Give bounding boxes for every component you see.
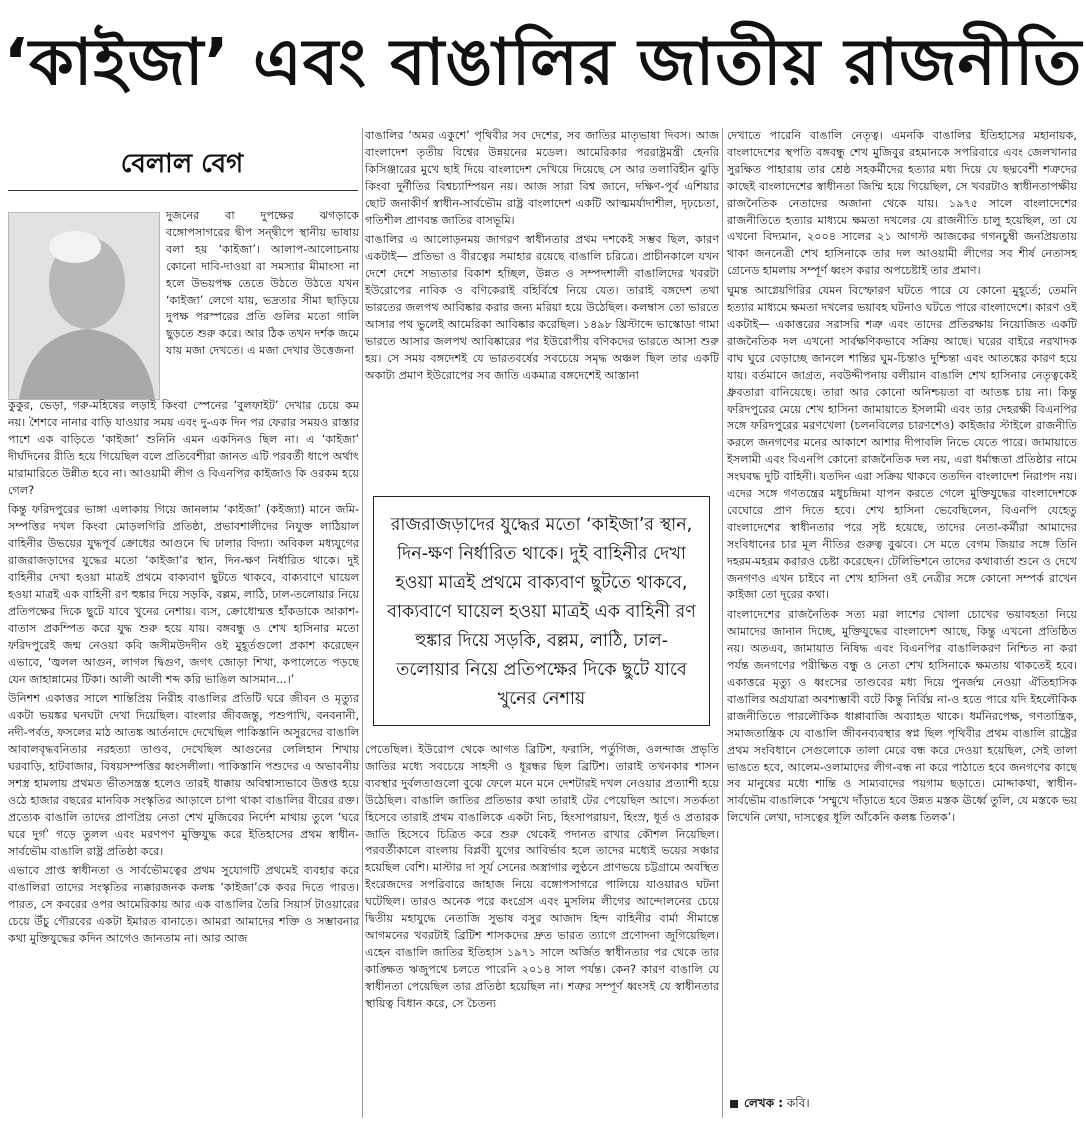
author-note: [730, 1094, 1070, 1112]
paragraph: কুকুর, ভেড়া, গরু-মহিষের লড়াই কিংবা স্পেনের ‘বুলফাইট’ দেখার চেয়ে কম নয়। শৈশবে নানার বাড়ি যাওয়ার সময় এবং দু-এক দিন পর ফেরার সময়ও রাস্তার পাশে এক বাড়িতে ‘কাইজা’ শুনিনি এমন একদিনও ছিল না। এ ‘কাইজা’ দীর্ঘদিনের রীতি হয়ে গিয়েছিল বলে প্রতিবেশীরা জানত এটি পরবর্তী ধাপে অর্থাৎ মারামারিতে উন্নীত হবে না। আওয়ামী লীগ ও বিএনপির কাইজাও কি ওরকম হয়ে গেল?: [8, 399, 359, 497]
paragraph: ঘুমন্ত আগ্নেয়গিরির যেমন বিস্ফোরণ ঘটতে পারে যে কোনো মুহূর্তে; তেমনি হত্যার মাধ্যমে ক্ষমতা দখলের ভয়াবহ ঘটনাও ঘটতে পারে বাংলাদেশে। কারণ ওই একটাই— একাত্তরের সরাসরি শত্রু এবং তাদের প্রতিরক্ষায় নিয়োজিত একটি রাজনৈতিক দল এখনো সার্বক্ষণিকভাবে সক্রিয় আছে। ঘরের বাইরে নরখাদক বাঘ ঘুরে বেড়াচ্ছে জানলে শান্তির ঘুম-চিন্তাও দুশ্চিন্তা এবং আতঙ্কের কারণ হয়ে যায়। বর্তমানে জাগ্রত, নবউদ্দীপনায় বলীয়ান বাঙালি শেখ হাসিনার নেতৃত্বকেই ধ্রুবতারা বানিয়েছে। তারা আর কোনো অনিশ্চয়তা বা আতঙ্ক চায় না। কিন্তু ফরিদপুরের মেয়ে শেখ হাসিনা জামায়াতে ইসলামী এবং তার দেহরক্ষী বিএনপির সঙ্গে ফরিদপুরের মরণখেলা (চলনবিলের চারণশেও) কাইজার স্টাইলে রাজনীতি করলে জনগণের মনের আকাশে আশার দীপাবলি নিভে যেতে পারে। জামায়াতে ইসলামী এবং বিএনপি কোনো রাজনৈতিক দল নয়, এরা ধর্মান্ধতা প্রতিষ্ঠার নামে সংঘবদ্ধ দুটি বাহিনী। যতদিন এরা সক্রিয় থাকবে ততদিন বাংলাদেশ নিরাপদ নয়। এদের সঙ্গে গণতন্ত্রের মধুচন্দ্রিমা যাপন করতে গেলে মুক্তিযুদ্ধের বাংলাদেশকে বেঘোরে প্রাণ দিতে হবে। শেখ হাসিনা ভেবেছিলেন, বিএনপি যেহেতু বাংলাদেশের স্বাধীনতার পরে সৃষ্ট হয়েছে, তাদের নেতা-কর্মীরা আমাদের সংবিধানের চার মূল নীতির গুরুত্ব বুঝবে। সে মতে বেগম জিয়ার সঙ্গে তিনি দহরম-মহরম করারও চেষ্টা করেছেন। টেলিভিশনে তাদের কথাবার্তা শুনে ও দেখে জনগণও এখন চাইবে না শেখ হাসিনা ওই নেত্রীর সঙ্গে কোনো সম্পর্ক রাখেন কাইজা তো দূরের কথা।: [727, 284, 1077, 602]
article-column-2-top: [365, 128, 719, 488]
author-role: কবি।: [786, 1096, 810, 1110]
article-intro: দুজনের বা দুপক্ষের ঝগড়াকে বঙ্গোপসাগরের দ্বীপ সন্দ্বীপে স্থানীয় ভাষায় বলা হয় ‘কাইজা’। আলাপ-আলোচনায় কোনো দাবি-দাওয়া বা সমস্যার মীমাংসা না হলে উভয়পক্ষ তেতে উঠতে উঠতে যখন ‘কাইজা’ লেগে যায়, ভদ্রতার সীমা ছাড়িয়ে দুপক্ষ পরস্পরের প্রতি গুলির মতো গালি ছুড়তে শুরু করে। আর ঠিক তখন দর্শক জমে যায় মজা দেখতে। এ মজা দেখার উত্তেজনা: [166, 209, 359, 358]
article-column-3: [727, 128, 1077, 1088]
author-label: লেখক :: [744, 1096, 784, 1110]
column-divider: [362, 128, 363, 1118]
byline-divider: [8, 190, 358, 191]
paragraph: উনিশশ একাত্তর সালে শান্তিপ্রিয় নিরীহ বাঙালির প্রতিটি ঘরে জীবন ও মৃত্যুর একটা ভয়ঙ্কর ঘনঘটা দেখা দিয়েছিল। বাংলার জীবজন্তু, পশুপাখি, বনবনানী, নদী-পর্বত, ফসলের মাঠ আতঙ্ক আর্তনাদে দেখেছিল পাকিস্তানি অসুরদের বাঙালি আবালবৃদ্ধবনিতার নরহত্যা তাণ্ডব, দেখেছিল আগুনের লেলিহান শিখায় ঘরবাড়ি, হাটবাজার, বিষয়সম্পত্তির ধ্বংসলীলা। পাকিস্তানি পশুদের এ অভাবনীয় সশস্ত্র হামলায় প্রথমত ভীতসন্ত্রস্ত হলেও তারই ধাক্কায় অবিশ্বাস্যভাবে উত্তপ্ত হয়ে ওঠে হাজার বছরের মানবিক সংস্কৃতির আড়ালে চাপা থাকা বাঙালির বীরের রক্ত। প্রত্যেক বাঙালি তাদের প্রাণপ্রিয় নেতা শেখ মুজিবের নির্দেশ মাথায় তুলে ‘ঘরে ঘরে দুর্গ’ গড়ে তুলল এবং মরণপণ মুক্তিযুদ্ধ করে ইতিহাসের প্রথম স্বাধীন-সার্বভৌম বাঙালি রাষ্ট্র প্রতিষ্ঠা করে।: [8, 692, 359, 858]
byline: বেলাল বেগ: [120, 149, 244, 179]
paragraph: বাংলাদেশের রাজনৈতিক সত্য মরা লাশের খোলা চোখের ভয়াবহতা নিয়ে আমাদের জানান দিচ্ছে, মুক্তিযুদ্ধের বাংলাদেশ আছে, কিন্তু এখনো প্রতিষ্ঠিত নয়। অতএব, জামায়াত নিষিদ্ধ এবং বিএনপির বাঙালিকরণ নিশ্চিত না করা পর্যন্ত জনগণের পরীক্ষিত বন্ধু ও নেতা শেখ হাসিনাকে ক্ষমতায় থাকতেই হবে। একাত্তরে মৃত্যু ও ধ্বংসের তাণ্ডবের মধ্য দিয়ে পুনর্জন্ম নেওয়া ঐতিহাসিক বাঙালির অগ্রযাত্রা অবশ্যম্ভাবী বটে কিন্তু নির্বিঘ্ন না-ও হতে পারে যদি ইহলৌকিক রাজনীতিতে পারলৌকিক ধাপ্পাবাজি অব্যাহত থাকে। ধর্মনিরপেক্ষ, গণতান্ত্রিক, সমাজতান্ত্রিক যে বাঙালি জীবনব্যবস্থার স্বপ্ন ছিল পৃথিবীর প্রথম বাঙালি রাষ্ট্রের প্রথম সংবিধানে সেগুলোকে তালা মেরে বন্ধ করে দেওয়া হয়েছিল, সেই তালা ভাঙতে হবে, আলেম-ওলামাদের লীগ-বন্ধ না করে পাঠাতে হবে জনগণের কাছে সব মানুষের মধ্যে শান্তি ও সাম্যবাদের পয়গাম ছড়াতে। মোদ্দাকথা, স্বাধীন-সার্বভৌম বাঙালিকে ‘সম্মুখে দাঁড়াতে হবে উন্নত মস্তক ঊর্ধ্বে তুলি, যে মস্তকে ভয় লিখেনি লেখা, দাসত্বের ধূলি আঁকেনি কলঙ্ক তিলক’।: [727, 608, 1077, 825]
paragraph: কিন্তু ফরিদপুরের ভাঙ্গা এলাকায় গিয়ে জানলাম ‘কাইজা’ (কইজ্যা) মানে জমি-সম্পত্তির দখল কিংবা মোড়লগিরি প্রতিষ্ঠা, প্রভাবশালীদের নিযুক্ত লাঠিয়াল বাহিনীর উভয়ের যুদ্ধপূর্ব ক্রোধের আগুনে ঘি ঢালার বিদ্যা। অবিকল মধ্যযুগের রাজরাজড়াদের যুদ্ধের মতো ‘কাইজা’র স্থান, দিন-ক্ষণ নির্ধারিত থাকে। দুই বাহিনীর দেখা হওয়া মাত্রই প্রথমে বাক্যবাণ ছুটতে থাকবে, বাক্যবাণে ঘায়েল হওয়া মাত্রই এক বাহিনী রণ হুঙ্কার দিয়ে সড়কি, বল্লম, লাঠি, ঢাল-তলোয়ার নিয়ে প্রতিপক্ষের দিকে ছুটে যাবে খুনের নেশায়। ব্যস, ক্রোধোন্মত্ত হাঁকডাকে আকাশ-বাতাস প্রকম্পিত করে যুদ্ধ শুরু হয়ে যায়। বঙ্গবন্ধু ও শেখ হাসিনার মতো ফরিদপুরেই জন্ম নেওয়া কবি জসীমউদদীন ওই মুহূর্তগুলো প্রকাশ করেছেন এভাবে, ‘জ্বলল আগুন, লাগল দ্বিগুণ, জগৎ জোড়া শিখা, কপালেতে পড়ছে যেন জাহান্নামের টিকা। আলী আলী শব্দ করি ভাঙিল আসমান...।’: [8, 503, 359, 686]
article-column-1: [8, 398, 359, 951]
headline: ‘কাইজা’ এবং বাঙালির জাতীয় রাজনীতি: [3, 26, 1083, 100]
author-photo: [8, 212, 160, 400]
paragraph: এভাবে প্রাপ্ত স্বাধীনতা ও সার্বভৌমত্বের প্রথম সুযোগটি প্রথমেই ব্যবহার করে বাঙালিরা তাদের সংস্কৃতির ন্যক্কারজনক কলঙ্ক ‘কাইজা’কে কবর দিতে পারত। পারত, সে কবরের ওপর আমেরিকায় আর এক বাঙালির তৈরি সিয়ার্স টাওয়ারের চেয়ে উঁচু গৌরবের একটা ইমারত বানাতে। আমরা আমাদের শক্তি ও সম্ভাবনার কথা মুক্তিযুদ্ধের কদিন আগেও জানতাম না। আর আজ: [8, 864, 359, 946]
paragraph: পেতেছিল। ইউরোপ থেকে আগত ব্রিটিশ, ফরাসি, পর্তুগিজ, ওলন্দাজ প্রভৃতি জাতির মধ্যে সবচেয়ে সাহসী ও ধূরন্ধর ছিল ব্রিটিশ। তারাই তখনকার শাসন ব্যবস্থার দুর্বলতাগুলো বুঝে ফেলে মনে মনে দেশটারই দখল নেওয়ার প্রত্যাশী হয়ে উঠেছিল। বাঙালি জাতির প্রতিভার কথা তারাই টের পেয়েছিল আগে। সতর্কতা হিসেবে তারাই প্রথম বাঙালিকে একটা নিচ, হিংসাপরায়ণ, হিংস্র, ধূর্ত ও প্রতারক জাতি হিসেবে চিত্রিত করে শুরু থেকেই পদানত রাখার কৌশল নিয়েছিল। পরবর্তীকালে বাংলায় বিপ্লবী যুগের আবির্ভাব হলে তাদের মধ্যেই ভয়ের সঞ্চার হয়েছিল বেশি। মাস্টার দা সূর্য সেনের অস্ত্রাগার লুণ্ঠনে প্রাণভয়ে চট্টগ্রামে অবস্থিত ইংরেজদের সপরিবারে জাহাজ নিয়ে বঙ্গোপসাগরে পালিয়ে যাওয়ারও ঘটনা ঘটেছিল। তারও অনেক পরে কংগ্রেস এবং মুসলিম লীগের আন্দোলনের চেয়ে দ্বিতীয় মহাযুদ্ধে নেতাজি সুভাষ বসুর আজাদ হিন্দ বাহিনীর বার্মা সীমান্তে আগমনের খবরটাই ব্রিটিশ শাসকদের দ্রুত ভারত ত্যাগে প্রণোদনা জুগিয়েছিল। এহেন বাঙালি জাতির ইতিহাস ১৯৭১ সালে অর্জিত স্বাধীনতার পর থেকে তার কাঙ্ক্ষিত ঋজুপথে চলতে পারেনি ২০১৪ সাল পর্যন্ত। কেন? কারণ বাঙালি যে স্বাধীনতা পেয়েছিল তার প্রতিষ্ঠা হয়েছিল না। শত্রুর সম্পূর্ণ ধ্বংসই যে স্বাধীনতার স্থায়িত্ব বিধান করে, সে চৈতন্য: [365, 743, 719, 1010]
square-bullet-icon: [730, 1100, 738, 1108]
column-divider: [722, 128, 723, 1118]
paragraph: বাঙালির এ আলোড়নময় জাগরণ স্বাধীনতার প্রথম দশকেই সম্ভব ছিল, কারণ একটাই— প্রতিভা ও বীরত্বের সমাহার রয়েছে বাঙালি চরিত্রে। প্রাচীনকালে যখন দেশে দেশে সভ্যতার বিকাশ হচ্ছিল, উন্নত ও সম্পদশালী বাঙালিদের খবরটা ইউরোপের নাবিক ও বণিকেরাই বহির্বিশ্বে নিয়ে যেত। তারাই বঙ্গদেশ তথা ভারতের জলপথ আবিষ্কার করার জন্য মরিয়া হয়ে উঠেছিল। কলম্বাস তো ভারতে আসার পথ ভুলেই আমেরিকা আবিষ্কার করেছিল। ১৪৯৮ খ্রিস্টাব্দে ভাস্কোডা গামা ভারতে আসার জলপথ আবিষ্কারের পর ইউরোপীয় বণিকদের ভারতে আসা শুরু হয়। সে সময় বঙ্গদেশই যে ভারতবর্ষের সবচেয়ে সমৃদ্ধ অঞ্চল ছিল তার একটি অকাট্য প্রমাণ ইউরোপের সব জাতি একমাত্র বঙ্গদেশেই আস্তানা: [365, 233, 719, 382]
pull-quote-text: রাজরাজড়াদের যুদ্ধের মতো ‘কাইজা’র স্থান, দিন-ক্ষণ নির্ধারিত থাকে। দুই বাহিনীর দেখা হওয়া মাত্রই প্রথমে বাক্যবাণ ছুটতে থাকবে, বাক্যবাণে ঘায়েল হওয়া মাত্রই এক বাহিনী রণ হুঙ্কার দিয়ে সড়কি, বল্লম, লাঠি, ঢাল-তলোয়ার নিয়ে প্রতিপক্ষের দিকে ছুটে যাবে খুনের নেশায়: [387, 515, 696, 709]
pull-quote: [373, 496, 710, 726]
paragraph: বাঙালির ‘অমর একুশে’ পৃথিবীর সব দেশের, সব জাতির মাতৃভাষা দিবস। আজ বাংলাদেশ তৃতীয় বিশ্বের উন্নয়নের মডেল। আমেরিকার পররাষ্ট্রমন্ত্রী হেনরি কিসিঞ্জারের মুখে ছাই দিয়ে বাংলাদেশ দেখিয়ে দিয়েছে সে আর তলাবিহীন ঝুড়ি কিংবা দুর্নীতির বিশ্বচ্যাম্পিয়ন নয়। আজ সারা বিশ্ব জানে, দক্ষিণ-পূর্ব এশিয়ার ছোট জনাকীর্ণ স্বাধীন-সার্বভৌম রাষ্ট্র বাংলাদেশ একটি আত্মমর্যাদাশীল, দৃঢ়চেতা, গতিশীল প্রাণবন্ত জাতির বাসভূমি।: [365, 129, 719, 227]
paragraph: দেখাতে পারেনি বাঙালি নেতৃত্ব। এমনকি বাঙালির ইতিহাসের মহানায়ক, বাংলাদেশের স্থপতি বঙ্গবন্ধু শেখ মুজিবুর রহমানকে সপরিবারে এবং জেলখানার সুরক্ষিত পাহারায় তার শ্রেষ্ঠ সহকর্মীদের হত্যার মধ্য দিয়ে যে ছদ্মবেশী শত্রুদের কাছেই বাংলাদেশের স্বাধীনতা জিম্মি হয়ে গিয়েছিল, সে খবরটাও স্বাধীনতাপক্ষীয় রাজনৈতিক নেতাদের অজানা থেকে যায়। ১৯৭৫ সালে বাংলাদেশের রাজনীতিতে হত্যার মাধ্যমে ক্ষমতা দখলের যে রাজনীতি চালু হয়েছিল, তা যে এখনো বিদ্যমান, ২০০৪ সালের ২১ আগস্ট আজকের গগনচুম্বী জনপ্রিয়তায় থাকা জননেত্রী শেখ হাসিনাকে তার দল আওয়ামী লীগের সব শীর্ষ নেতাসহ গ্রেনেড হামলায় সম্পূর্ণ ধ্বংস করার অপচেষ্টাই তার প্রমাণ।: [727, 129, 1077, 278]
article-column-2-bottom: [365, 742, 719, 1118]
portrait-image: [9, 213, 159, 399]
